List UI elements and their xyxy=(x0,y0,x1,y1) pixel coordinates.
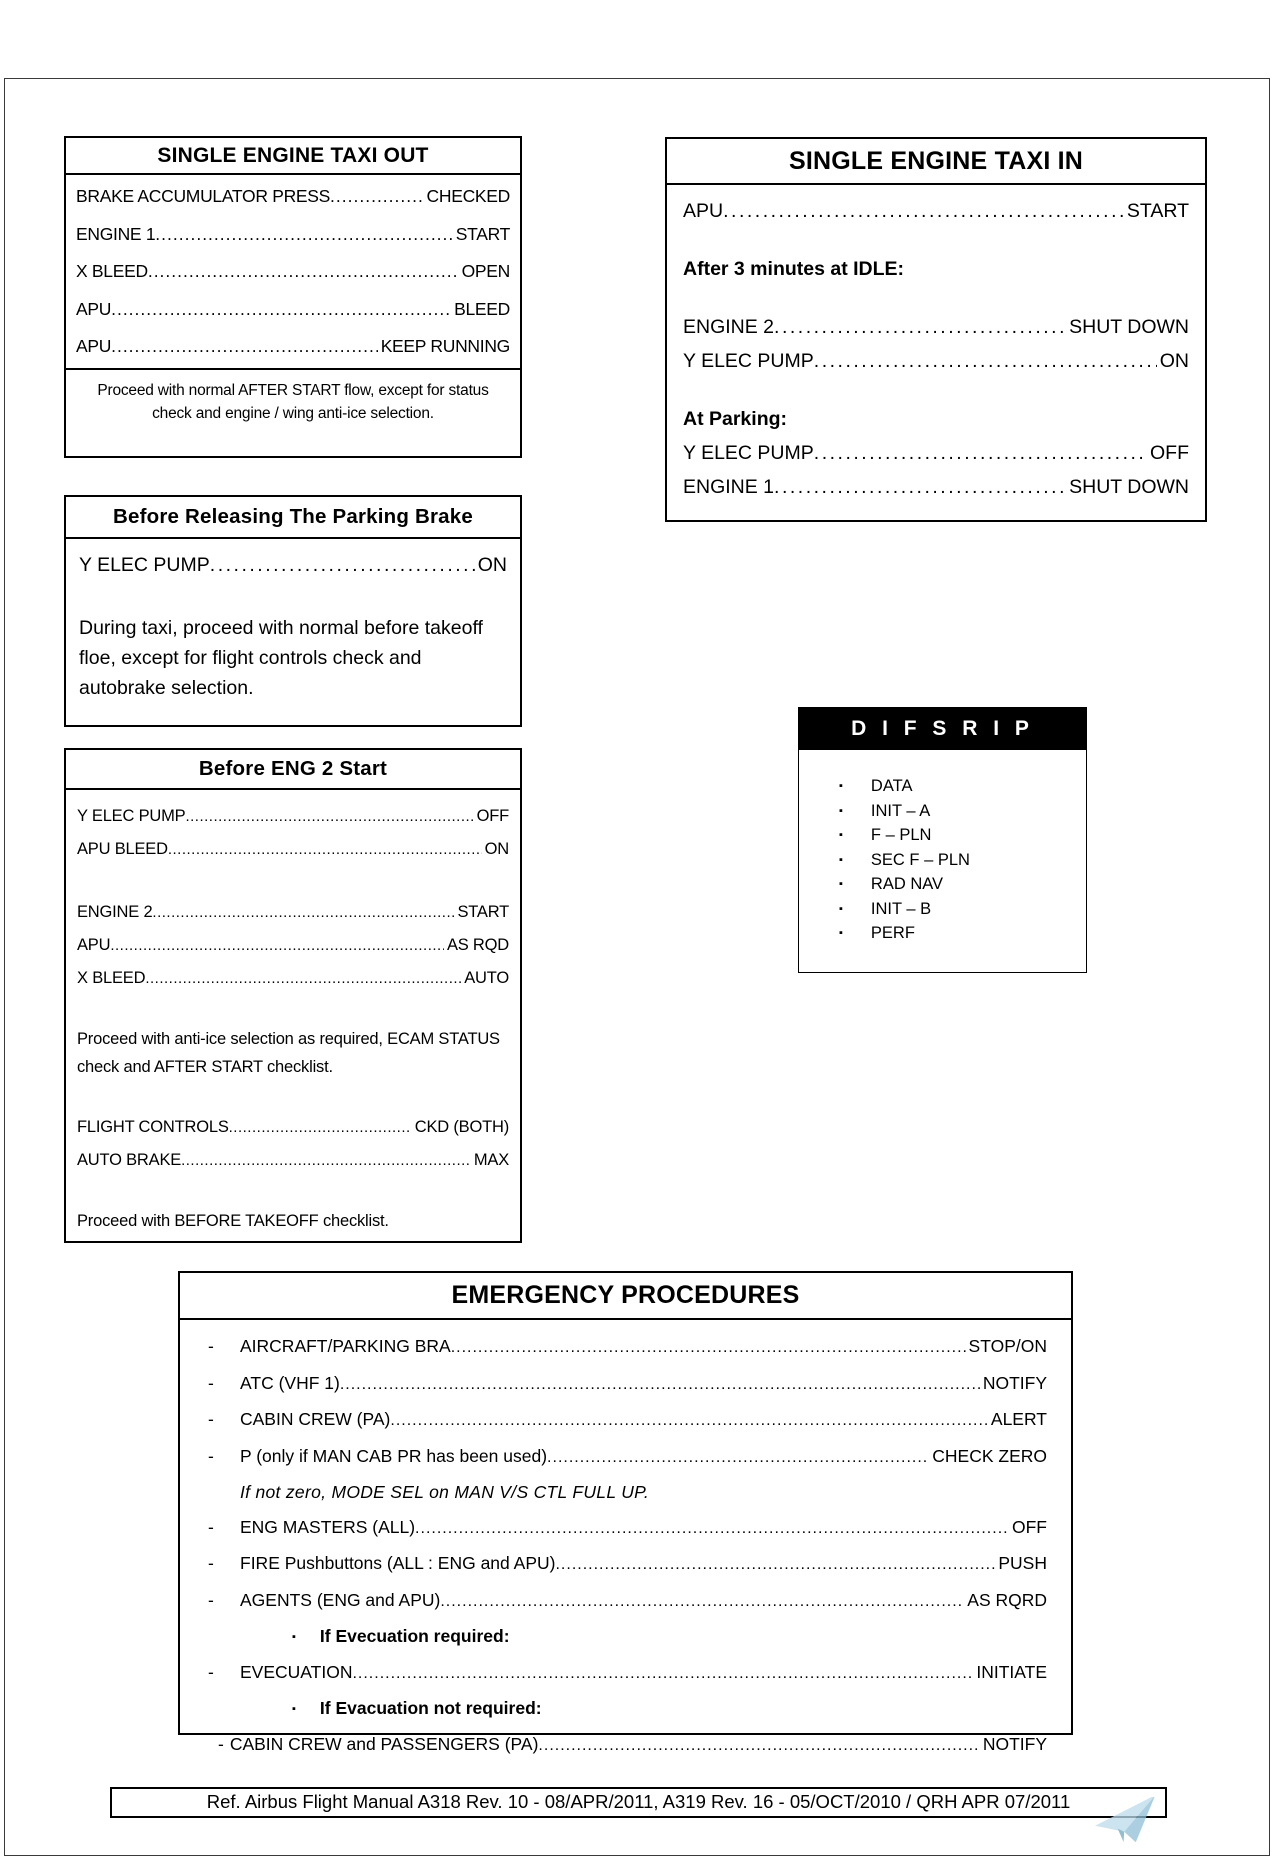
dot-leader xyxy=(451,1329,966,1366)
dot-leader xyxy=(229,1111,412,1144)
spacer-row xyxy=(79,583,507,613)
item-value: PUSH xyxy=(998,1553,1047,1573)
single-engine-taxi-in-box xyxy=(665,137,1207,522)
item-label: APU BLEED xyxy=(77,840,168,858)
list-item: ▪ INIT – B xyxy=(839,897,1086,922)
checklist-item xyxy=(77,929,509,962)
checklist-item xyxy=(683,436,1189,470)
checklist-item xyxy=(683,194,1189,228)
dot-leader xyxy=(145,962,461,995)
checklist-item xyxy=(76,178,510,216)
procedure-item xyxy=(202,1510,1047,1547)
item-value: AS RQD xyxy=(446,936,509,954)
spacer-row xyxy=(77,1177,509,1207)
item-label: - P (only if MAN CAB PR has been used) xyxy=(240,1445,548,1466)
footer-reference-text: Ref. Airbus Flight Manual A318 Rev. 10 - 08/APR/2011, A319 Rev. 16 - 05/OCT/2010 / QRH APR 07/2011 xyxy=(206,1791,1071,1812)
item-value: MAX xyxy=(473,1151,509,1169)
item-label: AUTO BRAKE xyxy=(77,1151,182,1169)
item-label: Y ELEC PUMP xyxy=(683,350,814,372)
dot-leader xyxy=(440,1583,964,1620)
checklist-item xyxy=(76,216,510,254)
dot-leader xyxy=(152,896,454,929)
difsrip-list xyxy=(799,750,1086,946)
item-label: - AIRCRAFT/PARKING BRA xyxy=(240,1336,451,1356)
checklist-item xyxy=(77,1144,509,1177)
dot-leader xyxy=(814,436,1147,470)
box-title-eng2-start: Before ENG 2 Start xyxy=(66,750,520,790)
eng2-start-checklist xyxy=(66,790,520,1235)
item-value: ON xyxy=(477,554,507,576)
list-item: ▪ PERF xyxy=(839,921,1086,946)
note-text: Proceed with anti-ice selection as required, ECAM STATUS check and AFTER START checklist. xyxy=(77,1030,500,1076)
procedure-item xyxy=(202,1583,1047,1620)
checklist-item xyxy=(79,547,507,583)
item-value: INITIATE xyxy=(976,1661,1047,1682)
item-value: KEEP RUNNING xyxy=(380,336,510,356)
dot-leader xyxy=(814,344,1157,378)
emergency-checklist xyxy=(180,1320,1071,1763)
dot-leader xyxy=(111,328,378,366)
section-heading: After 3 minutes at IDLE: xyxy=(683,258,905,280)
spacer-row xyxy=(683,378,1189,402)
list-item: ▪ SEC F – PLN xyxy=(839,848,1086,873)
item-value: BLEED xyxy=(454,298,510,319)
list-item: ▪ RAD NAV xyxy=(839,872,1086,897)
parking-brake-checklist xyxy=(66,539,520,703)
procedure-item xyxy=(202,1402,1047,1439)
dot-leader xyxy=(340,1366,980,1403)
procedure-item xyxy=(202,1366,1047,1403)
note-text: Proceed with BEFORE TAKEOFF checklist. xyxy=(77,1212,389,1230)
dot-leader xyxy=(110,929,444,962)
item-value: OPEN xyxy=(461,261,510,281)
item-label: APU xyxy=(76,336,112,356)
conditional-note: If not zero, MODE SEL on MAN V/S CTL FULL UP. xyxy=(240,1482,650,1502)
checklist-item xyxy=(683,470,1189,504)
taxi-out-checklist xyxy=(66,175,520,370)
checklist-item xyxy=(76,253,510,291)
taxi-out-note: Proceed with normal AFTER START flow, except for status check and engine / wing anti-ice selection. xyxy=(97,381,489,422)
checklist-item xyxy=(683,310,1189,344)
sub-procedure-item xyxy=(202,1727,1047,1764)
item-label: X BLEED xyxy=(77,969,146,987)
section-heading: At Parking: xyxy=(683,408,788,430)
emergency-procedures-box xyxy=(178,1271,1073,1754)
item-value: OFF xyxy=(1012,1516,1047,1537)
spacer-row xyxy=(683,228,1189,252)
dot-leader xyxy=(774,310,1066,344)
dot-leader xyxy=(352,1655,973,1692)
procedure-item xyxy=(202,1329,1047,1366)
dot-leader xyxy=(538,1727,979,1764)
item-value: ALERT xyxy=(990,1409,1047,1429)
dot-leader xyxy=(185,800,473,833)
dot-leader xyxy=(415,1510,1009,1547)
footer-reference-bar xyxy=(110,1787,1167,1818)
item-value: NOTIFY xyxy=(982,1733,1047,1754)
dot-leader xyxy=(555,1546,995,1583)
checklist-item xyxy=(77,896,509,929)
item-label: - CABIN CREW and PASSENGERS (PA) xyxy=(229,1733,539,1754)
item-value: CHECKED xyxy=(426,186,510,206)
item-label: - CABIN CREW (PA) xyxy=(240,1409,391,1429)
spacer-row xyxy=(77,995,509,1025)
before-releasing-parking-brake-box xyxy=(64,495,522,727)
spacer-row xyxy=(77,1081,509,1111)
procedure-item xyxy=(202,1546,1047,1583)
dot-leader xyxy=(181,1144,471,1177)
item-label: ENGINE 1 xyxy=(683,476,775,498)
checklist-item xyxy=(76,291,510,329)
list-item: ▪ F – PLN xyxy=(839,823,1086,848)
procedure-item xyxy=(202,1655,1047,1692)
dot-leader xyxy=(148,253,459,291)
condition-heading: ▪ If Evecuation required: xyxy=(202,1619,1047,1655)
item-label: - ATC (VHF 1) xyxy=(240,1372,340,1393)
item-value: START xyxy=(1126,200,1189,222)
item-label: - AGENTS (ENG and APU) xyxy=(240,1589,441,1610)
dot-leader xyxy=(547,1439,929,1476)
box-title-parking-brake: Before Releasing The Parking Brake xyxy=(66,497,520,539)
item-value: CKD (BOTH) xyxy=(414,1118,509,1136)
watermark-paper-plane-icon xyxy=(1093,1797,1165,1849)
item-value: START xyxy=(455,223,510,244)
item-label: ENGINE 2 xyxy=(683,316,775,338)
checklist-item xyxy=(77,800,509,833)
taxi-in-checklist xyxy=(667,185,1205,504)
item-label: APU xyxy=(77,936,111,954)
checklist-item xyxy=(77,962,509,995)
checklist-item xyxy=(77,833,509,866)
spacer-row xyxy=(77,866,509,896)
procedure-item xyxy=(202,1439,1047,1476)
item-value: START xyxy=(457,903,509,921)
item-value: ON xyxy=(1159,350,1189,372)
item-value: OFF xyxy=(476,807,509,825)
item-label: ENGINE 2 xyxy=(77,903,153,921)
item-label: BRAKE ACCUMULATOR PRESS xyxy=(76,186,331,206)
item-value: OFF xyxy=(1150,442,1189,464)
item-label: Y ELEC PUMP xyxy=(77,807,186,825)
dot-leader xyxy=(155,216,452,254)
single-engine-taxi-out-box xyxy=(64,136,522,458)
dot-leader xyxy=(774,470,1066,504)
box-title-emergency: EMERGENCY PROCEDURES xyxy=(180,1273,1071,1320)
item-value: AS RQRD xyxy=(967,1589,1047,1610)
note-text: During taxi, proceed with normal before takeoff floe, except for flight controls check and autobrake selection. xyxy=(79,617,483,699)
item-value: CHECK ZERO xyxy=(932,1445,1047,1466)
dot-leader xyxy=(330,178,423,216)
list-item: ▪ INIT – A xyxy=(839,799,1086,824)
checklist-item xyxy=(77,1111,509,1144)
condition-heading: ▪ If Evacuation not required: xyxy=(202,1691,1047,1727)
list-item: ▪ DATA xyxy=(839,774,1086,799)
item-label: Y ELEC PUMP xyxy=(683,442,814,464)
item-value: SHUT DOWN xyxy=(1069,476,1189,498)
item-value: ON xyxy=(484,840,509,858)
item-label: ENGINE 1 xyxy=(76,223,156,244)
item-label: X BLEED xyxy=(76,261,148,281)
box-title-taxi-in: SINGLE ENGINE TAXI IN xyxy=(667,139,1205,185)
item-label: APU xyxy=(683,200,724,222)
item-label: - FIRE Pushbuttons (ALL : ENG and APU) xyxy=(240,1553,556,1573)
item-label: - ENG MASTERS (ALL) xyxy=(240,1516,416,1537)
item-value: STOP/ON xyxy=(968,1336,1047,1356)
before-eng2-start-box xyxy=(64,748,522,1243)
difsrip-box xyxy=(798,707,1087,973)
checklist-item xyxy=(683,344,1189,378)
checklist-item xyxy=(76,328,510,366)
box-title-taxi-out: SINGLE ENGINE TAXI OUT xyxy=(66,138,520,175)
dot-leader xyxy=(210,547,475,583)
item-label: APU xyxy=(76,298,112,319)
dot-leader xyxy=(168,833,482,866)
item-value: NOTIFY xyxy=(982,1372,1047,1393)
item-value: AUTO xyxy=(464,969,509,987)
item-value: SHUT DOWN xyxy=(1069,316,1189,338)
dot-leader xyxy=(390,1402,988,1439)
dot-leader xyxy=(111,291,451,329)
difsrip-header: D I F S R I P xyxy=(799,708,1086,750)
dot-leader xyxy=(723,194,1124,228)
item-label: Y ELEC PUMP xyxy=(79,554,210,576)
spacer-row xyxy=(683,286,1189,310)
item-label: FLIGHT CONTROLS xyxy=(77,1118,229,1136)
item-label: - EVECUATION xyxy=(240,1661,353,1682)
